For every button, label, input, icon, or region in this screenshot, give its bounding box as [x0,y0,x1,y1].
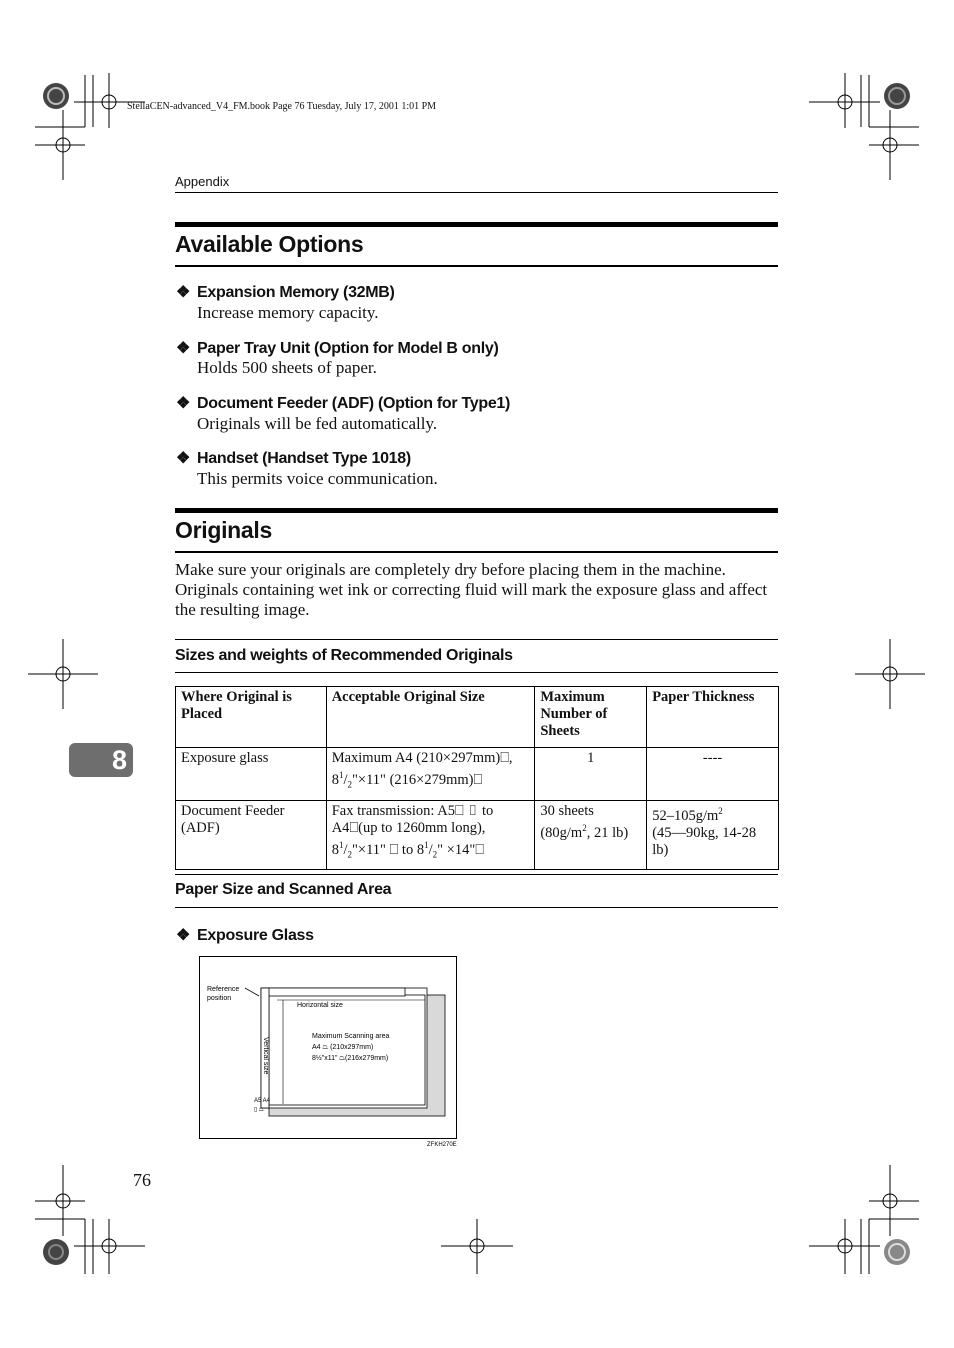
section-rule-bottom [175,265,778,267]
vertical-size-label: Vertical size [262,1037,269,1075]
paper-orientation-icon: ⎕ [500,750,509,766]
originals-intro: Make sure your originals are completely dry before placing them in the machine. Originals containing wet ink or correcting fluid will mark the exposure glass and affect the resulting image. [175,560,768,619]
running-head: Appendix [175,174,230,189]
diamond-bullet-icon: ❖ [176,927,191,944]
table-cell: 1 [535,748,647,801]
subsection-rule-bottom [175,672,778,673]
paper-orientation-icon: ⏢ [339,1055,346,1062]
paper-orientation-icon: ⎕ [349,819,359,836]
diamond-bullet-icon: ❖ [176,284,191,301]
originals-table [175,686,779,870]
subsection-title-sizes: Sizes and weights of Recommended Originals [175,647,513,664]
section-rule-bottom [175,551,778,553]
table-cell: Exposure glass [176,748,327,801]
table-row [176,800,779,870]
option-description: This permits voice communication. [197,469,438,488]
diamond-bullet-icon: ❖ [176,395,191,412]
table-cell: Maximum A4 (210×297mm)⎕, $8^1/_2"\times 11$" (216×279mm)⎕ [326,748,535,801]
option-heading: ❖ Expansion Memory (32MB) [176,284,395,301]
exposure-glass-diagram [199,956,457,1139]
section-title-originals: Originals [175,517,272,543]
diamond-bullet-icon: ❖ [176,450,191,467]
paper-orientation-icon: ⏢ [322,1044,329,1051]
figure-code: ZFKH270E [427,1142,457,1148]
table-cell: Document Feeder (ADF) [176,800,327,870]
paper-orientation-icon: ▯ [467,802,479,819]
table-header: Acceptable Original Size [326,687,535,748]
option-description: Holds 500 sheets of paper. [197,358,377,377]
subsection-title-paper-size: Paper Size and Scanned Area [175,881,392,898]
section-rule-top [175,222,778,227]
table-header-row [176,687,779,748]
option-heading: ❖ Handset (Handset Type 1018) [176,450,411,467]
table-cell: $52-105g/m^2$ (45—90kg, 14-28 lb) [647,800,779,870]
header-rule [175,192,778,193]
subsection-rule-top [175,639,778,640]
reference-label: Reference [207,986,240,993]
table-cell: Fax transmission: A5⎕ ▯ to A4⎕(up to 1260mm long), $8^1/_2"\times 11$" ⎕ to $8^1/_2$" ×14"⎕ [326,800,535,870]
option-description: Increase memory capacity. [197,303,379,322]
max-scan-a4: A4 ⏢ (210x297mm) [312,1044,374,1051]
table-header: Where Original is Placed [176,687,327,748]
paper-orientation-icon: ⎕ [454,802,464,819]
paper-size-marks: A5 A4 ▯ ⏢ [254,1098,271,1113]
diamond-bullet-icon: ❖ [176,340,191,357]
table-row [176,748,779,801]
paper-orientation-icon: ⎕ [473,771,483,788]
horizontal-size-label: Horizontal size [297,1002,343,1009]
print-header: StellaCEN-advanced_V4_FM.book Page 76 Tuesday, July 17, 2001 1:01 PM [127,101,437,112]
option-heading: ❖ Document Feeder (ADF) (Option for Type1) [176,395,511,412]
section-title-available-options: Available Options [175,231,364,257]
exposure-glass-heading: ❖ Exposure Glass [176,927,314,944]
table-header: Maximum Number of Sheets [535,687,647,748]
reference-label: position [207,995,232,1002]
paper-orientation-icon: ⎕ [389,841,399,858]
table-cell: ---- [647,748,779,801]
max-scan-letter: 8½"x11" ⏢(216x279mm) [312,1055,389,1062]
table-cell: 30 sheets ($80g/m^2$, 21 lb) [535,800,647,870]
subsection-rule-top [175,874,778,875]
registration-target [43,83,910,1265]
subsection-rule-bottom [175,907,778,908]
chapter-tab: 8 [69,743,133,777]
max-scan-area-label: Maximum Scanning area [312,1033,390,1040]
option-heading: ❖ Paper Tray Unit (Option for Model B only) [176,340,499,357]
table-header: Paper Thickness [647,687,779,748]
paper-orientation-icon: ⎕ [475,841,484,858]
section-rule-top [175,508,778,513]
option-description: Originals will be fed automatically. [197,414,438,433]
page-number: 76 [133,1170,151,1190]
